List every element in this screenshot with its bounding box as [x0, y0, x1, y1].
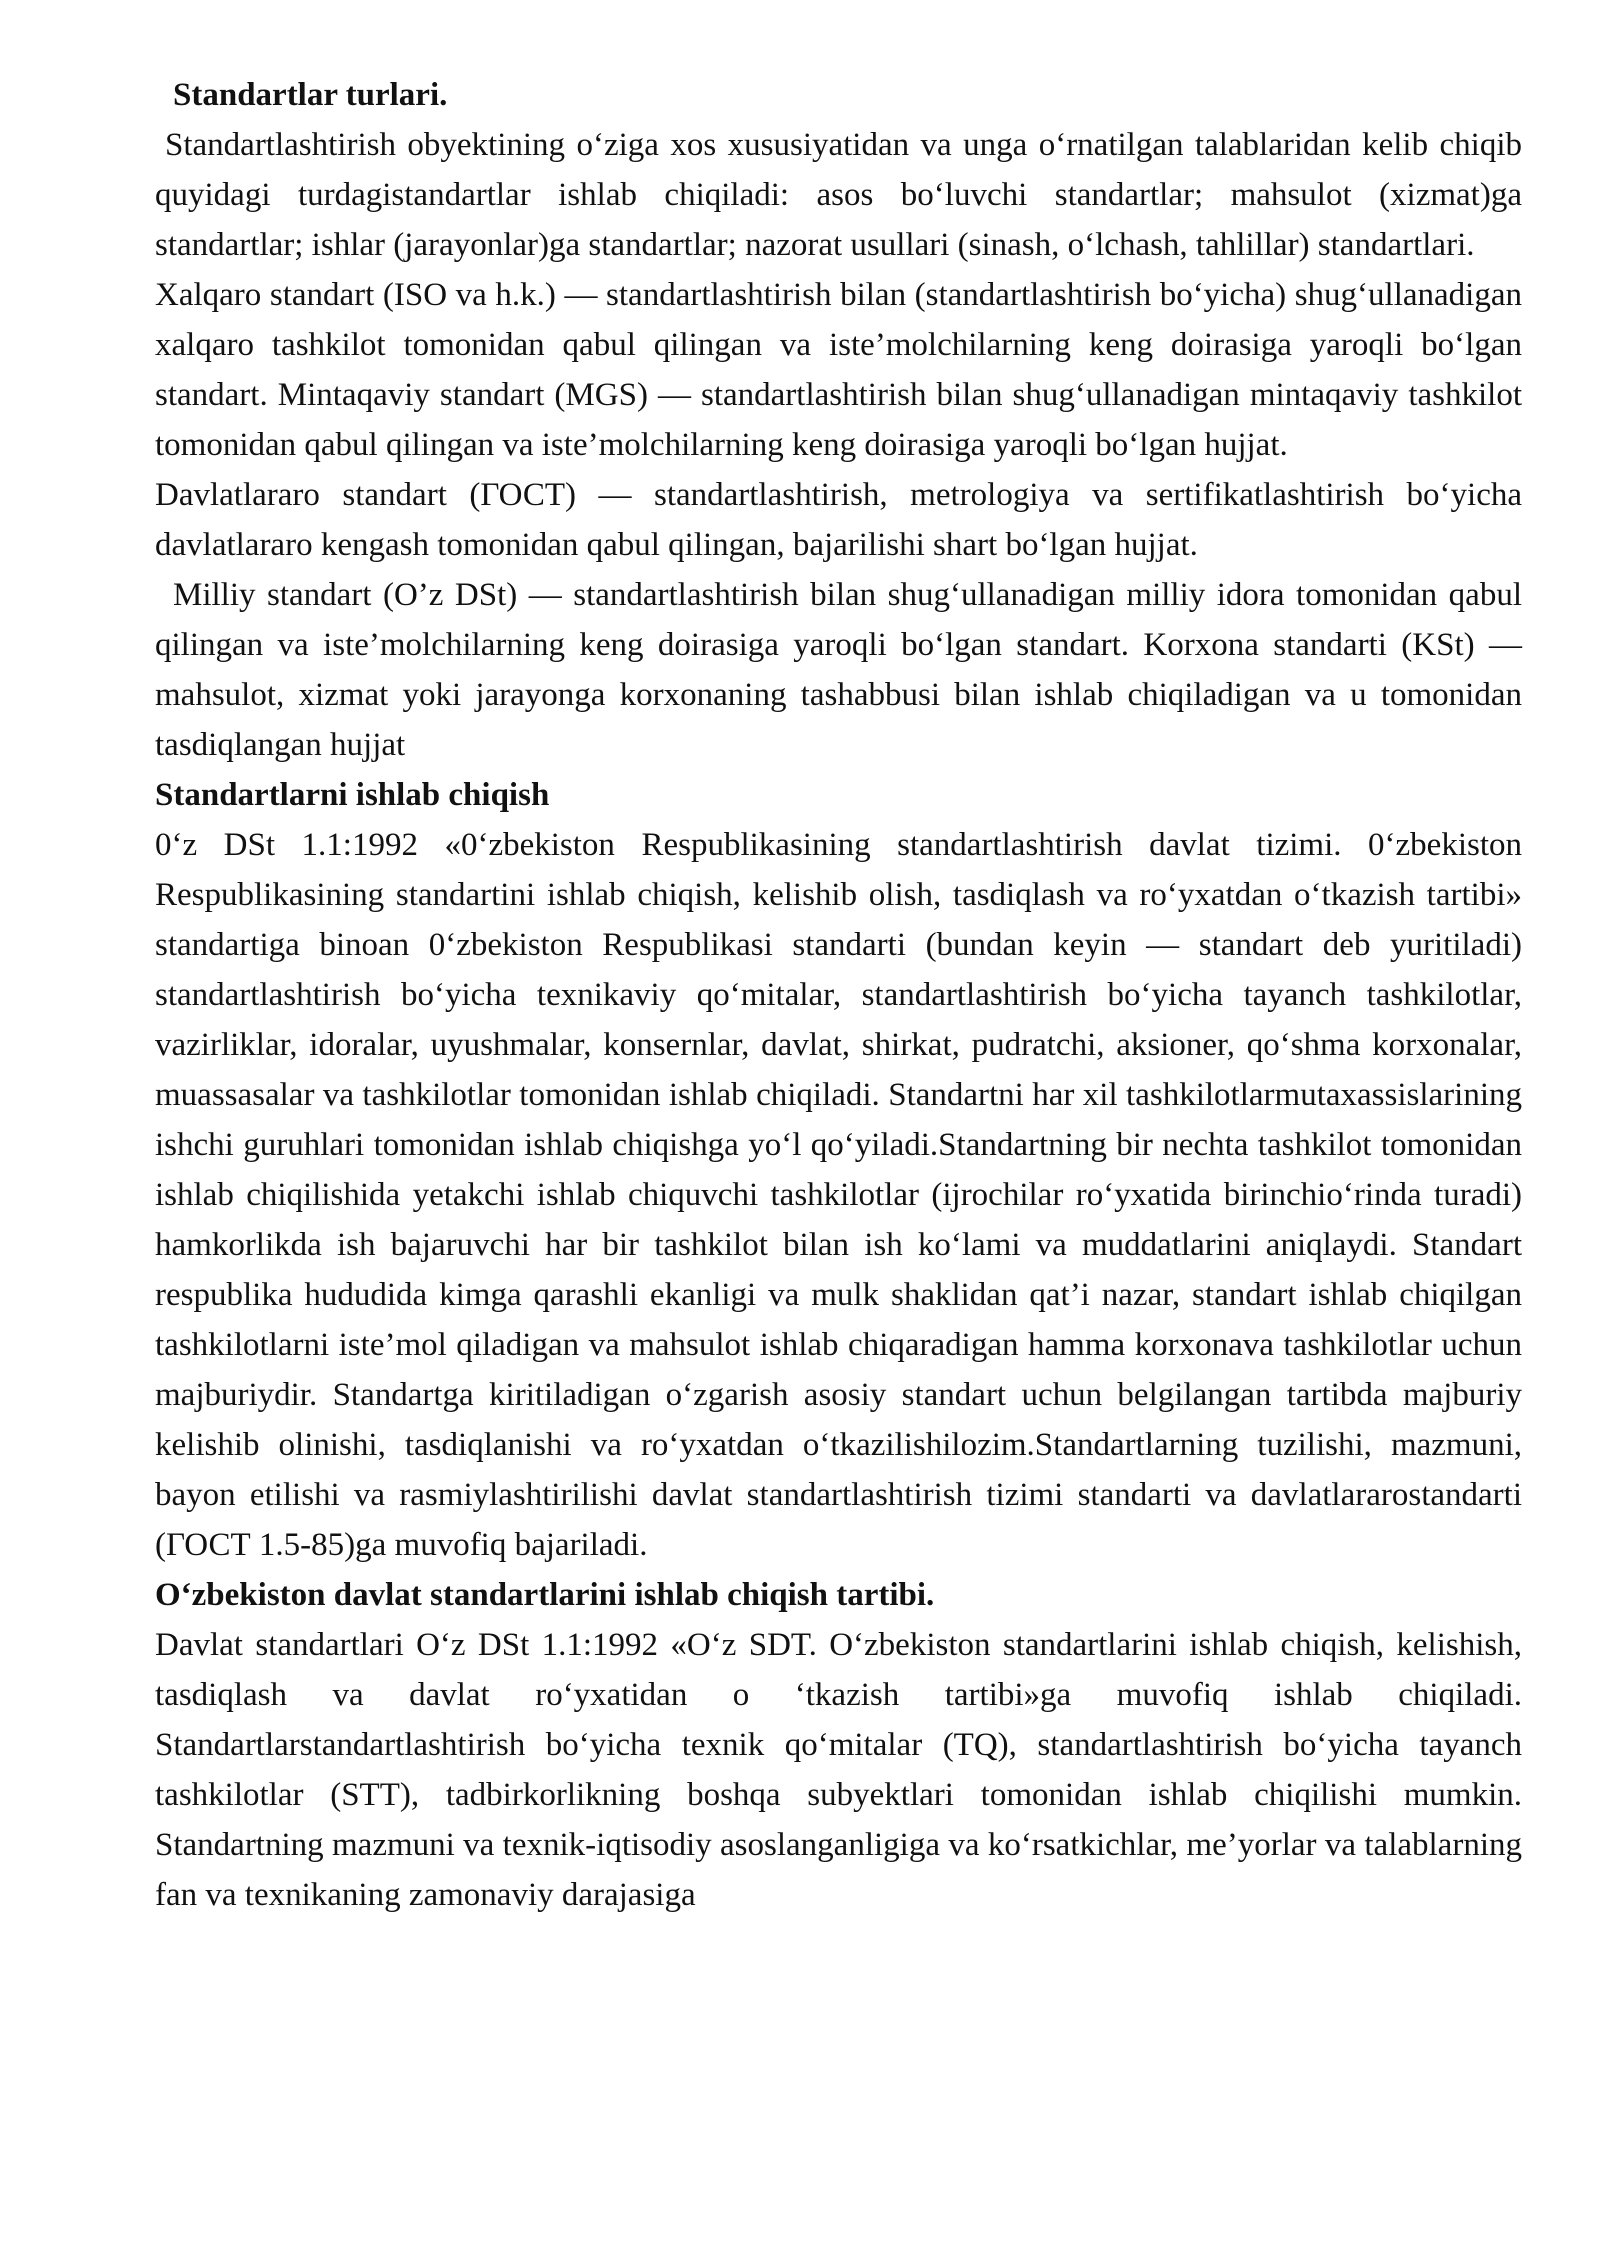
paragraph-interstate-standard: Davlatlararo standart (ГОСТ) — standartlashtirish, metrologiya va sertifikatlashtirish bo‘yicha davlatlararo kengash tomonidan qabul qilingan, bajarilishi shart bo‘lgan hujjat.: [155, 477, 1522, 563]
paragraph-standard-types: Standartlashtirish obyektining o‘ziga xos xususiyatidan va unga o‘rnatilgan talablaridan kelib chiqib quyidagi turdagistandartlar ishlab chiqiladi: asos bo‘luvchi standartlar; mahsulot (xizmat)ga standartlar; ishlar (jarayonlar)ga standartlar; nazorat usullari (sinash, o‘lchash, tahlillar) standartlari.: [155, 127, 1522, 263]
heading-standard-development: Standartlarni ishlab chiqish: [155, 777, 550, 813]
heading-standard-types: Standartlar turlari.: [173, 77, 448, 113]
paragraph-national-standard: Milliy standart (O’z DSt) — standartlashtirish bilan shug‘ullanadigan milliy idora tomonidan qabul qilingan va iste’molchilarning keng doirasiga yaroqli bo‘lgan standart. Korxona standarti (KSt) —mahsulot, xizmat yoki jarayonga korxonaning tashabbusi bilan ishlab chiqiladigan va u tomonidan tasdiqlangan hujjat: [155, 577, 1522, 763]
document-page: [155, 70, 1522, 1920]
paragraph-development-procedure: Davlat standartlari O‘z DSt 1.1:1992 «O‘z SDT. O‘zbekiston standartlarini ishlab chiqish, kelishish, tasdiqlash va davlat ro‘yxatidan o ‘tkazish tartibi»ga muvofiq ishlab chiqiladi. Standartlarstandartlashtirish bo‘yicha texnik qo‘mitalar (TQ), standartlashtirish bo‘yicha tayanch tashkilotlar (STT), tadbirkorlikning boshqa subyektlari tomonidan ishlab chiqilishi mumkin. Standartning mazmuni va texnik-iqtisodiy asoslanganligiga va ko‘rsatkichlar, me’yorlar va talablarning fan va texnikaning zamonaviy darajasiga: [155, 1627, 1522, 1913]
paragraph-standard-development: 0‘z DSt 1.1:1992 «0‘zbekiston Respublikasining standartlashtirish davlat tizimi. 0‘zbekiston Respublikasining standartini ishlab chiqish, kelishib olish, tasdiqlash va ro‘yxatdan o‘tkazish tartibi» standartiga binoan 0‘zbekiston Respublikasi standarti (bundan keyin — standart deb yuritiladi) standartlashtirish bo‘yicha texnikaviy qo‘mitalar, standartlashtirish bo‘yicha tayanch tashkilotlar, vazirliklar, idoralar, uyushmalar, konsernlar, davlat, shirkat, pudratchi, aksioner, qo‘shma korxonalar, muassasalar va tashkilotlar tomonidan ishlab chiqiladi. Standartni har xil tashkilotlarmutaxassislarining ishchi guruhlari tomonidan ishlab chiqishga yo‘l qo‘yiladi.Standartning bir nechta tashkilot tomonidan ishlab chiqilishida yetakchi ishlab chiquvchi tashkilotlar (ijrochilar ro‘yxatida birinchio‘rinda turadi) hamkorlikda ish bajaruvchi har bir tashkilot bilan ish ko‘lami va muddatlarini aniqlaydi. Standart respublika hududida kimga qarashli ekanligi va mulk shaklidan qat’i nazar, standart ishlab chiqilgan tashkilotlarni iste’mol qiladigan va mahsulot ishlab chiqaradigan hamma korxonava tashkilotlar uchun majburiydir. Standartga kiritiladigan o‘zgarish asosiy standart uchun belgilangan tartibda majburiy kelishib olinishi, tasdiqlanishi va ro‘yxatdan o‘tkazilishilozim.Standartlarning tuzilishi, mazmuni, bayon etilishi va rasmiylashtirilishi davlat standartlashtirish tizimi standarti va davlatlararostandarti (ГОСТ 1.5-85)ga muvofiq bajariladi.: [155, 827, 1522, 1563]
paragraph-international-standard: Xalqaro standart (ISO va h.k.) — standartlashtirish bilan (standartlashtirish bo‘yicha) shug‘ullanadigan xalqaro tashkilot tomonidan qabul qilingan va iste’molchilarning keng doirasiga yaroqli bo‘lgan standart. Mintaqaviy standart (MGS) — standartlashtirish bilan shug‘ullanadigan mintaqaviy tashkilot tomonidan qabul qilingan va iste’molchilarning keng doirasiga yaroqli bo‘lgan hujjat.: [155, 277, 1522, 463]
heading-development-procedure: O‘zbekiston davlat standartlarini ishlab chiqish tartibi.: [155, 1577, 935, 1613]
